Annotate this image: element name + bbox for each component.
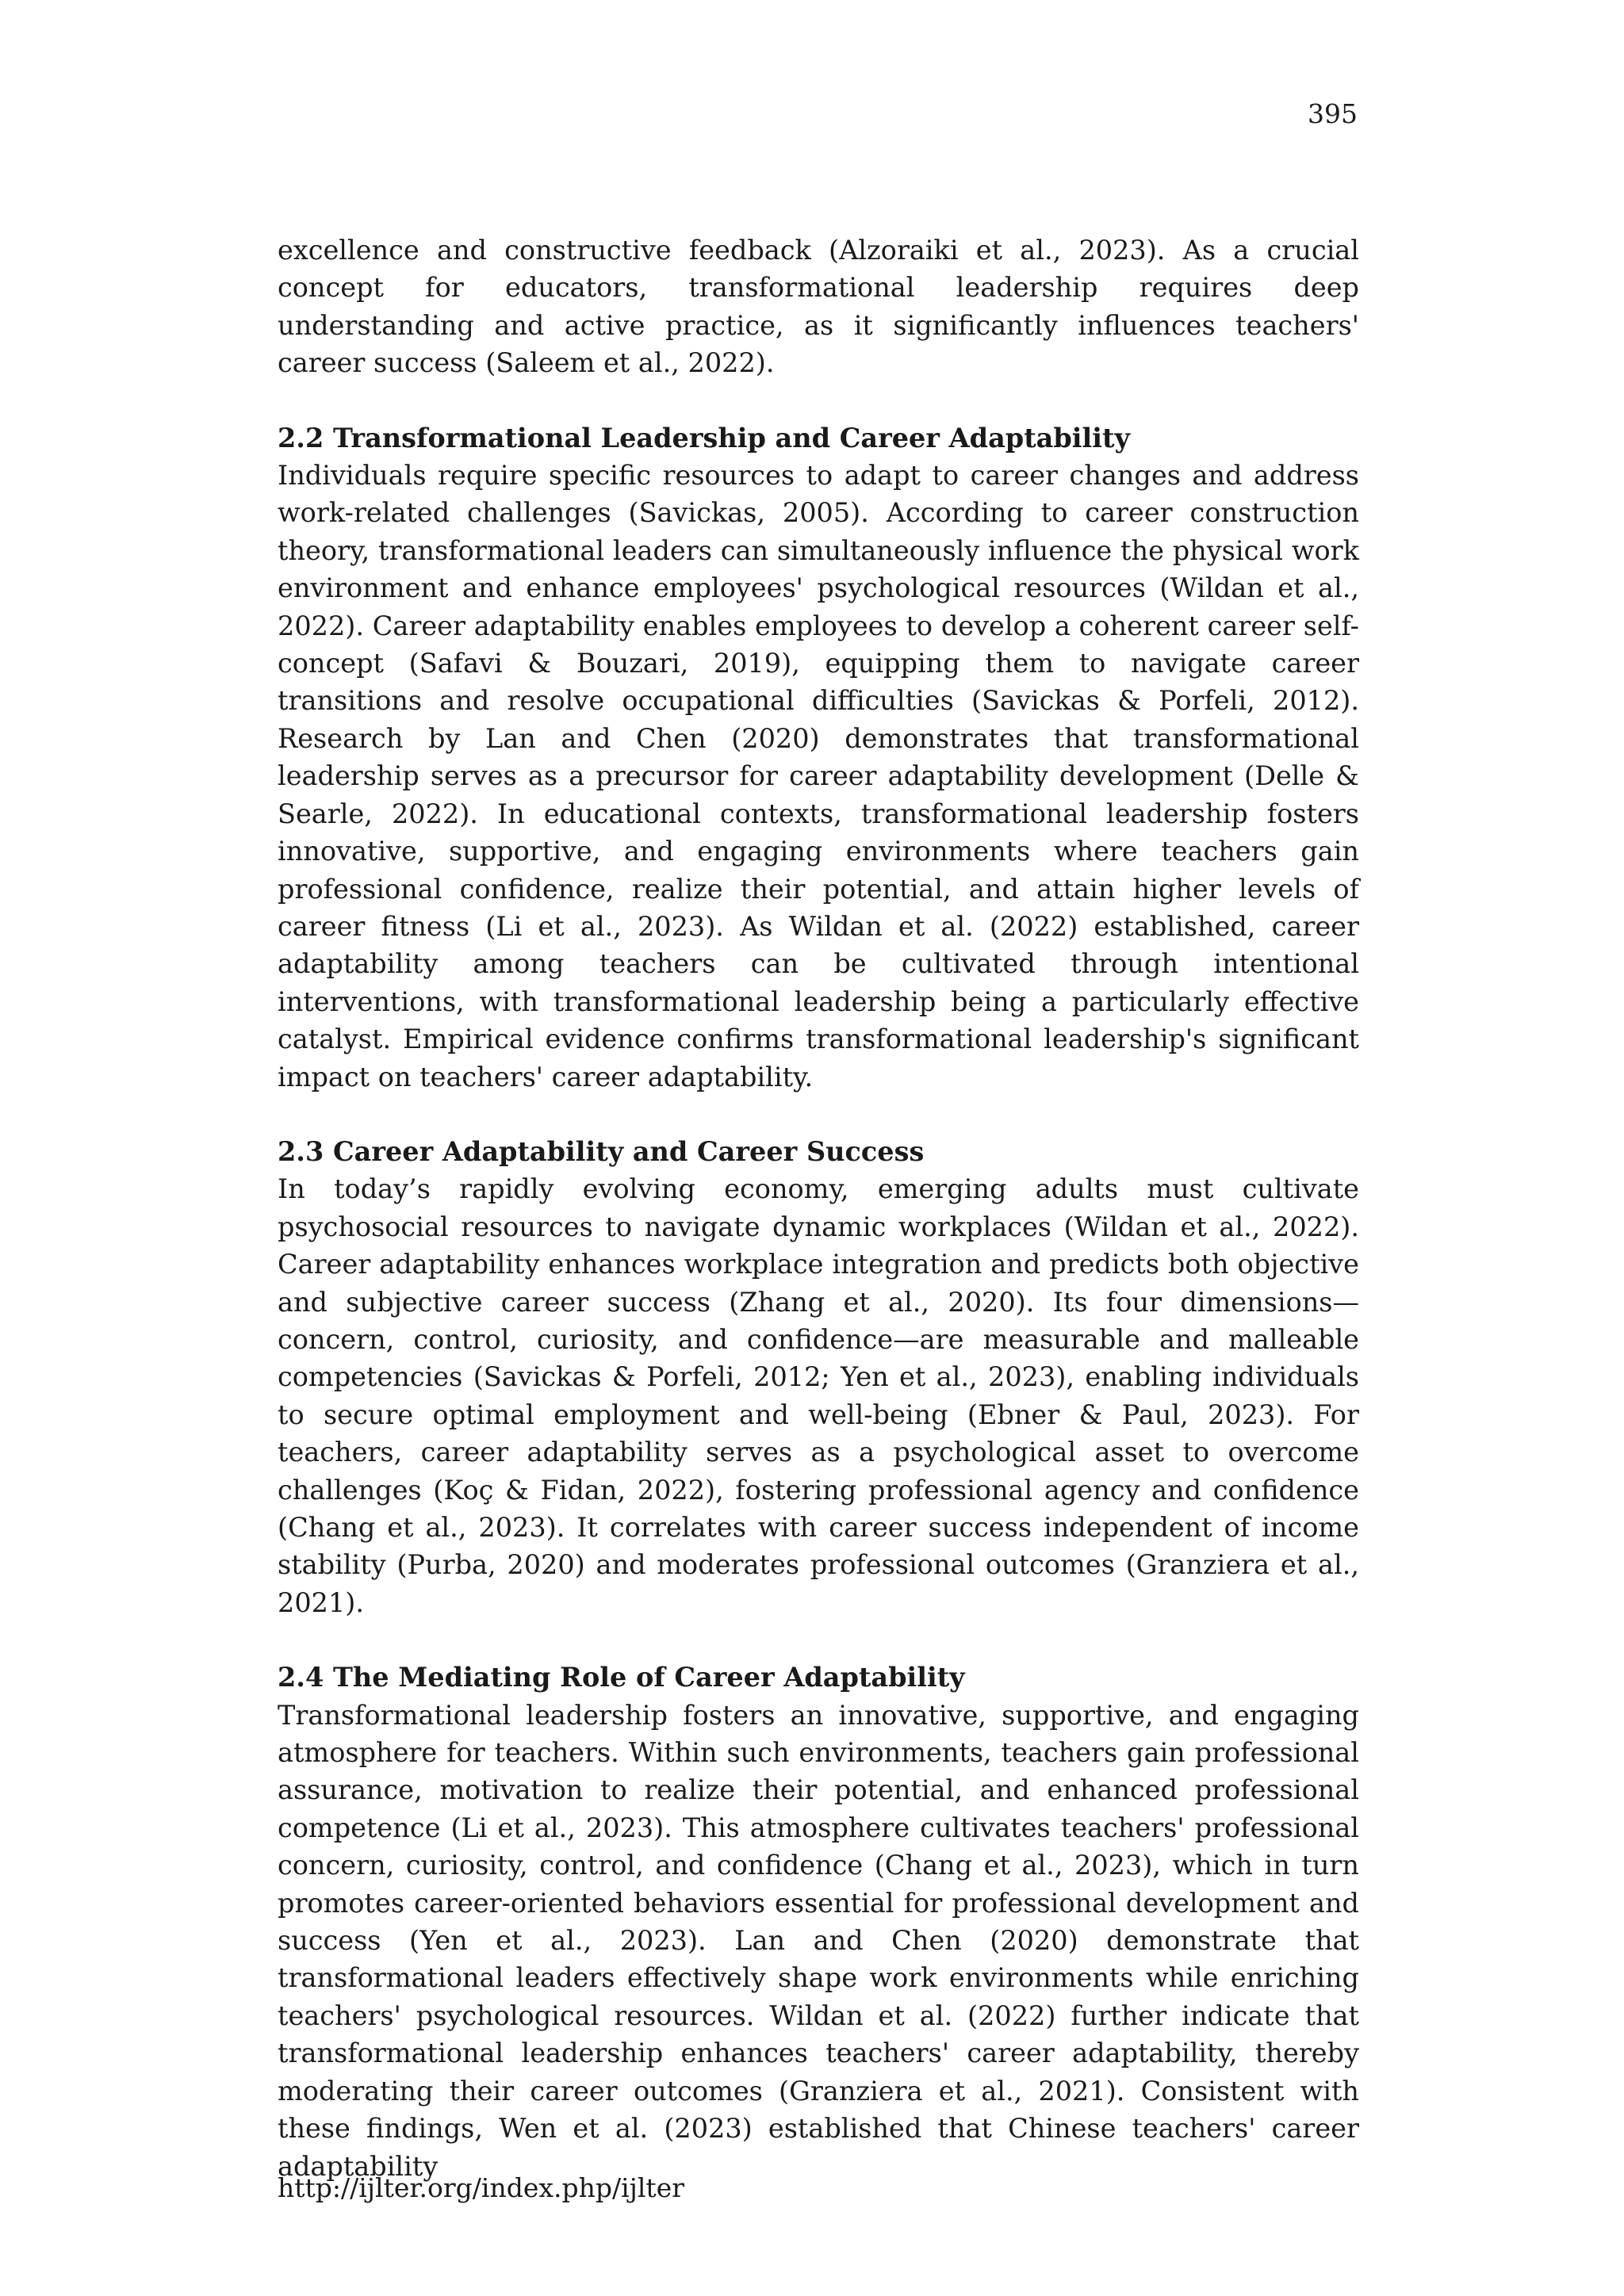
page-number: 395	[1308, 98, 1358, 129]
section-heading-2-2: 2.2 Transformational Leadership and Career Adaptability	[278, 422, 1130, 453]
section-paragraph-2-3: In today’s rapidly evolving economy, emerging adults must cultivate psychosocial resources to navigate dynamic workplaces (Wildan et al., 2022). Career adaptability enhances workplace integration and predicts both objective and subjective career success (Zhang et al., 2020). Its four dimensions—concern, control, curiosity, and confidence—are measurable and malleable competencies (Savickas & Porfeli, 2012; Yen et al., 2023), enabling individuals to secure optimal employment and well-being (Ebner & Paul, 2023). For teachers, career adaptability serves as a psychological asset to overcome challenges (Koç & Fidan, 2022), fostering professional agency and confidence (Chang et al., 2023). It correlates with career success independent of income stability (Purba, 2020) and moderates professional outcomes (Granziera et al., 2021).	[278, 1173, 1359, 1618]
section-heading-2-3: 2.3 Career Adaptability and Career Success	[278, 1135, 925, 1167]
intro-paragraph: excellence and constructive feedback (Alzoraiki et al., 2023). As a crucial concept for educators, transformational leadership requires deep understanding and active practice, as it significantly influences teachers' career success (Saleem et al., 2022).	[278, 235, 1359, 379]
section-paragraph-2-4: Transformational leadership fosters an innovative, supportive, and engaging atmosphere for teachers. Within such environments, teachers gain professional assurance, motivation to realize their potential, and enhanced professional competence (Li et al., 2023). This atmosphere cultivates teachers' professional concern, curiosity, control, and confidence (Chang et al., 2023), which in turn promotes career-oriented behaviors essential for professional development and success (Yen et al., 2023). Lan and Chen (2020) demonstrate that transformational leaders effectively shape work environments while enriching teachers' psychological resources. Wildan et al. (2022) further indicate that transformational leadership enhances teachers' career adaptability, thereby moderating their career outcomes (Granziera et al., 2021). Consistent with these findings, Wen et al. (2023) established that Chinese teachers' career adaptability	[278, 1699, 1359, 2182]
footer-journal-url: http://ijlter.org/index.php/ijlter	[278, 2172, 684, 2203]
section-paragraph-2-2: Individuals require specific resources to adapt to career changes and address work-related challenges (Savickas, 2005). According to career construction theory, transformational leaders can simultaneously influence the physical work environment and enhance employees' psychological resources (Wildan et al., 2022). Career adaptability enables employees to develop a coherent career self-concept (Safavi & Bouzari, 2019), equipping them to navigate career transitions and resolve occupational difficulties (Savickas & Porfeli, 2012). Research by Lan and Chen (2020) demonstrates that transformational leadership serves as a precursor for career adaptability development (Delle & Searle, 2022). In educational contexts, transformational leadership fosters innovative, supportive, and engaging environments where teachers gain professional confidence, realize their potential, and attain higher levels of career fitness (Li et al., 2023). As Wildan et al. (2022) established, career adaptability among teachers can be cultivated through intentional interventions, with transformational leadership being a particularly effective catalyst. Empirical evidence confirms transformational leadership's significant impact on teachers' career adaptability.	[278, 460, 1359, 1093]
section-heading-2-4: 2.4 The Mediating Role of Career Adaptability	[278, 1662, 965, 1693]
article-body	[278, 232, 1359, 2185]
